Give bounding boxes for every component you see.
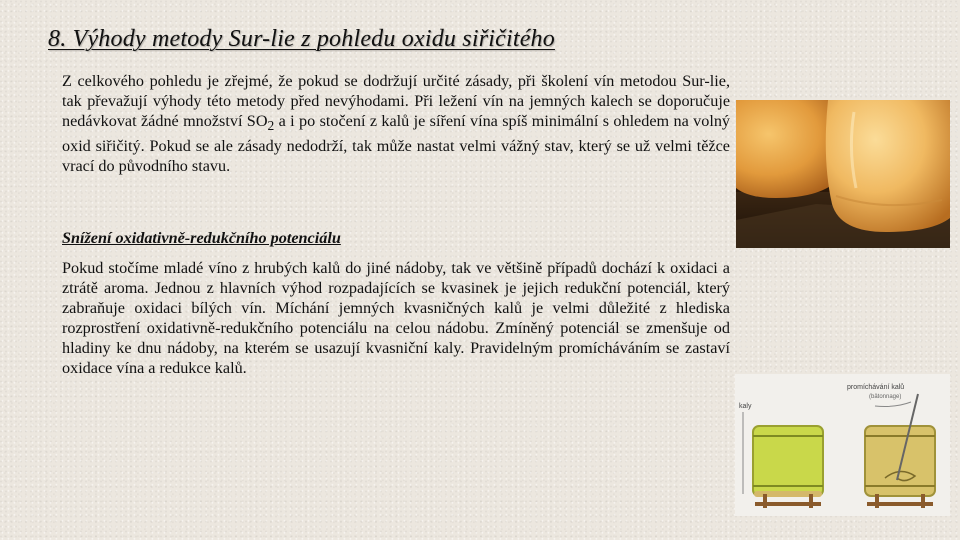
so2-subscript: 2 (267, 118, 275, 134)
mixing-label: promíchávání kalů (847, 384, 905, 391)
batonnage-label: (bâtonnage) (869, 394, 902, 400)
slide-title: 8. Výhody metody Sur-lie z pohledu oxidu siřičitého (48, 26, 555, 52)
intro-text-start: Z celkového pohledu je zřejmé, že pokud se dodržují určité zásady, při školení vín metodou Sur-lie, tak převažují výhody této metody před nevýhodami. Při ležení vín na jemných kalech se doporučuje nedávkovat žádné množství SO (62, 72, 730, 130)
redox-paragraph: Pokud stočíme mladé víno z hrubých kalů do jiné nádoby, tak ve většině případů dochází k oxidaci a ztrátě aroma. Jednou z hlavních výhod rozpadajících se kvasinek je jejich redukční potenciál, který zabraňuje oxidaci bílých vín. Míchání jemných kvasničných kalů je velmi důležité z hlediska rozprostření oxidativně-redukčního potenciálu na celou nádobu. Zmíněný potenciál se zmenšuje od hladiny ke dnu nádoby, na kterém se usazují kvasniční kaly. Pravidelným promícháváním se zastaví oxidace vína a redukce kalů. (62, 259, 730, 377)
intro-text-end: a i po stočení z kalů je síření vína spíš minimální s ohledem na volný oxid siřičitý. Pokud se ale zásady nedodrží, tak může nastat velmi vážný stav, který se už velmi těžce vrací do původního stavu. (62, 112, 731, 176)
intro-paragraph (62, 71, 730, 176)
wine-carboys-photo (736, 100, 950, 248)
batonnage-diagram (735, 374, 950, 516)
section-heading: Snížení oxidativně-redukčního potenciálu (62, 229, 341, 247)
lees-label: kaly (739, 403, 752, 410)
carboys-illustration (736, 100, 950, 248)
barrel-with-lees (753, 426, 823, 508)
